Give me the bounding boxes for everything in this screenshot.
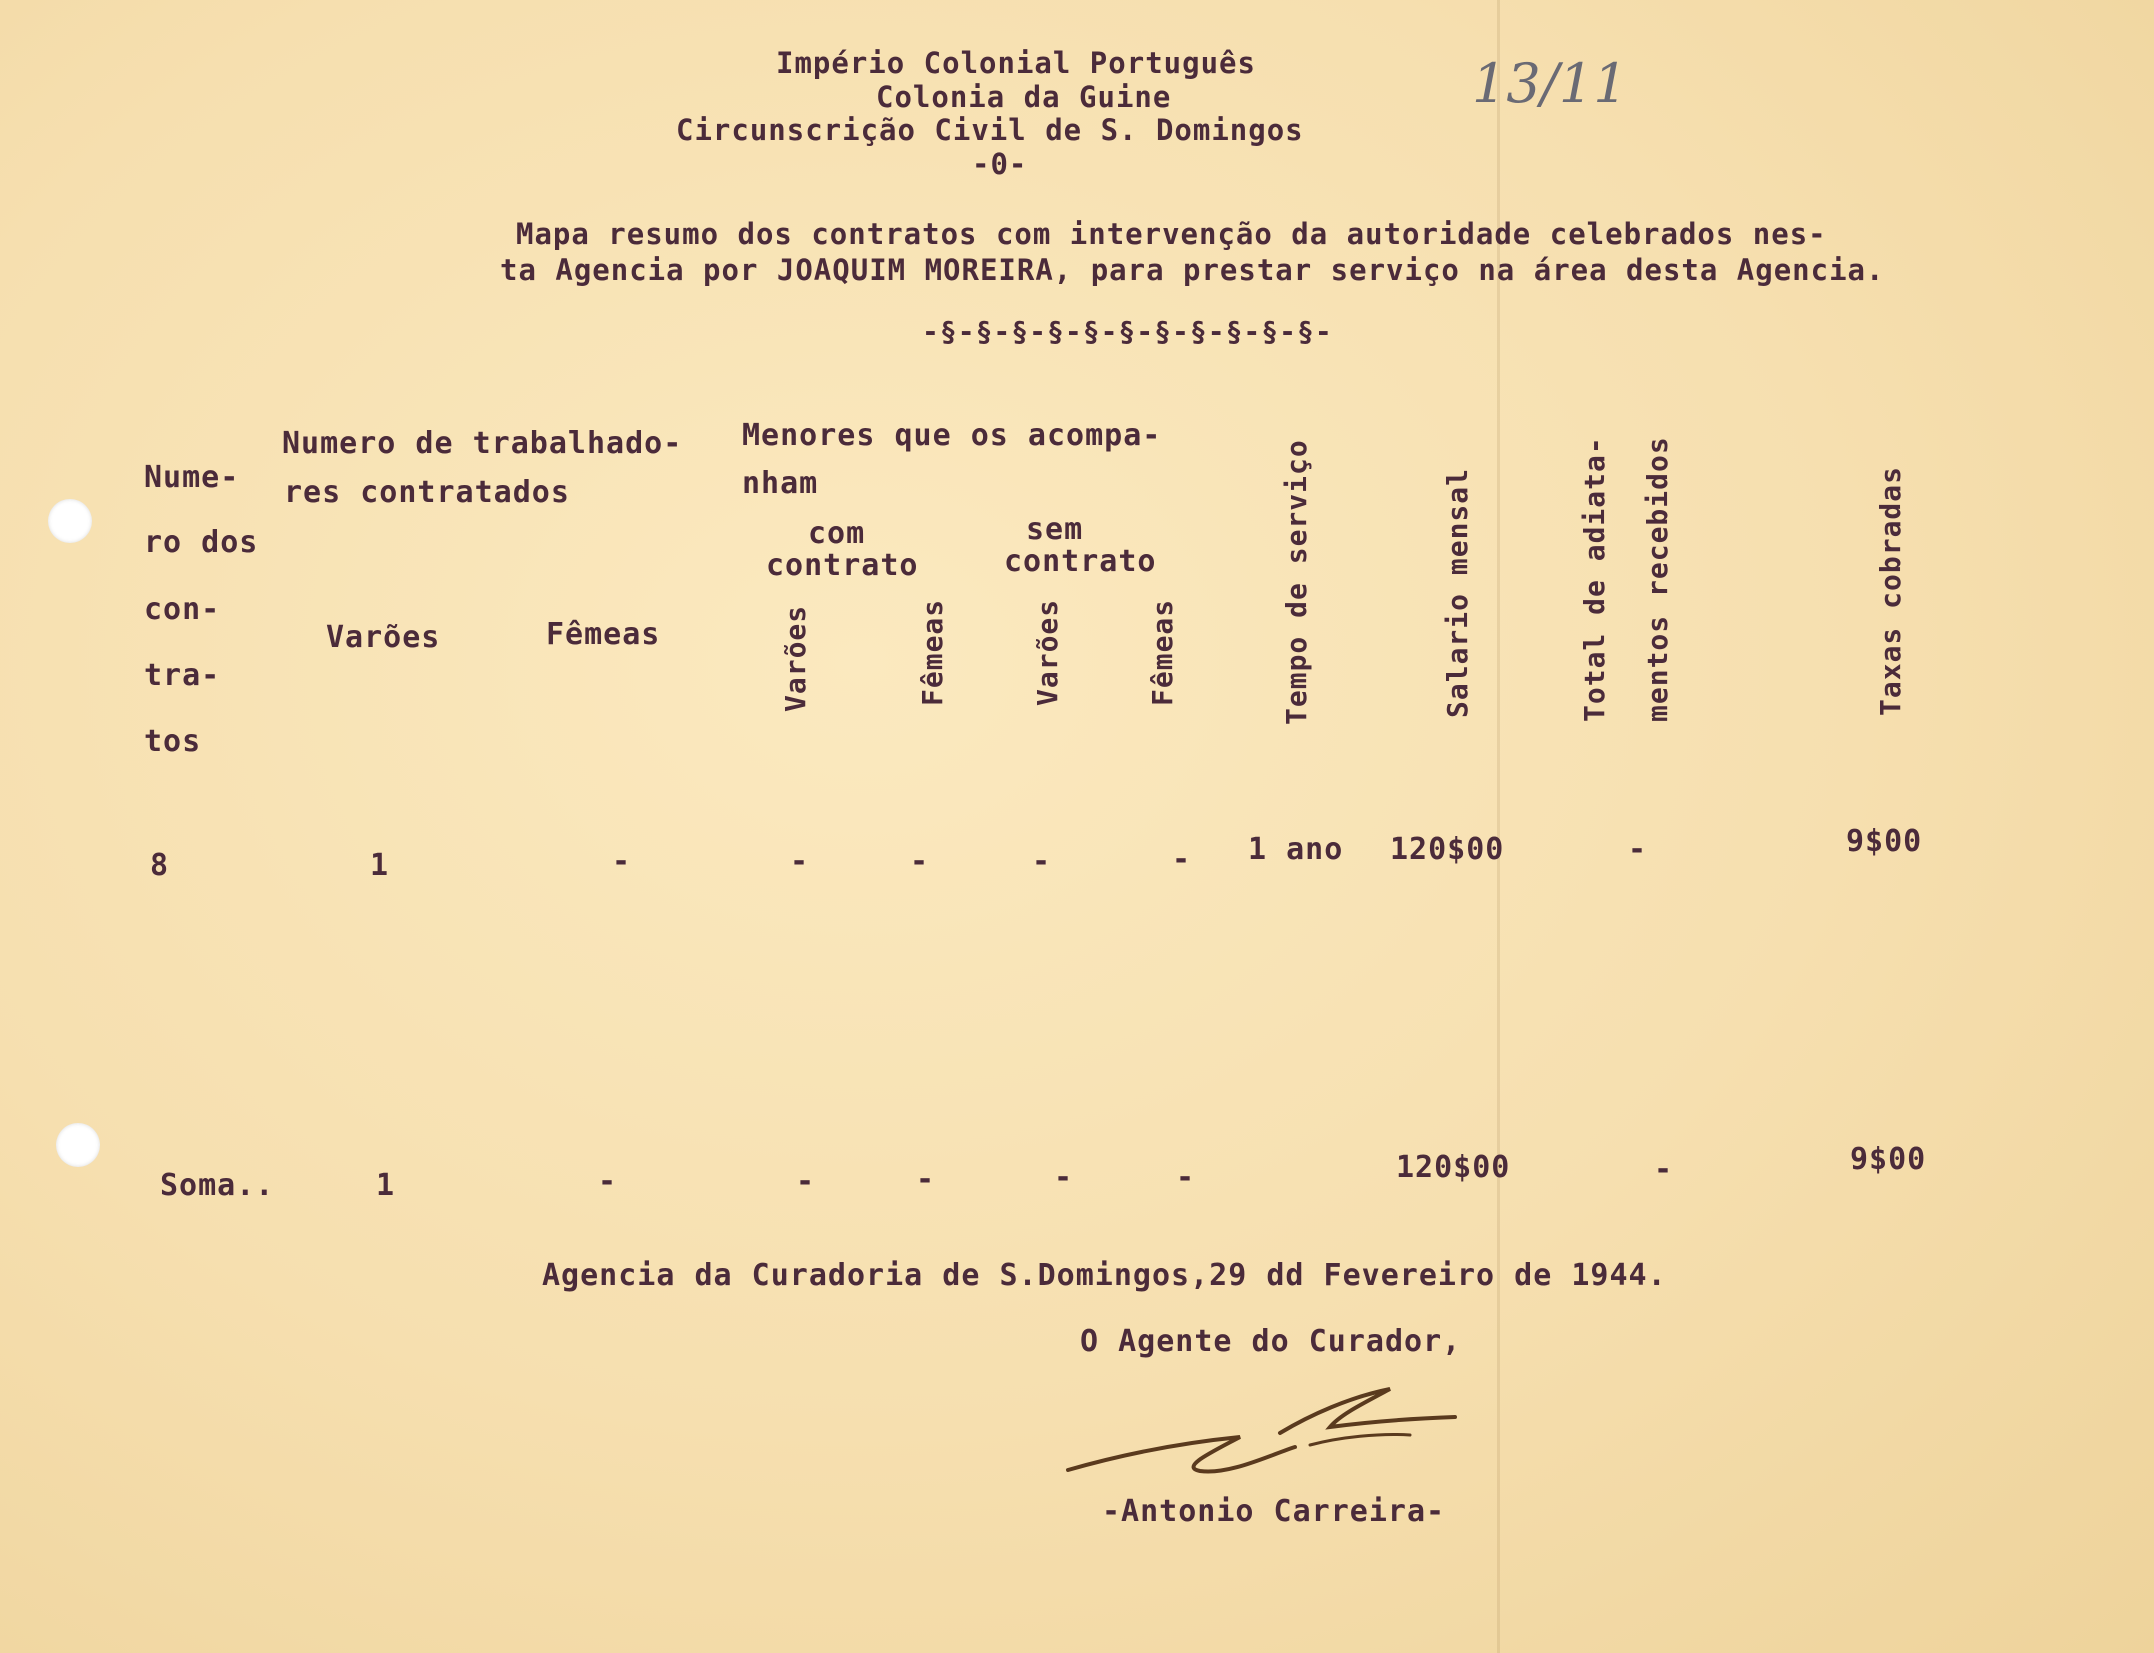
total-varoes: 1 [376, 1168, 396, 1203]
col-header-com-femeas: Fêmeas [916, 598, 949, 706]
cell-femeas: - [612, 844, 632, 879]
place-date: Agencia da Curadoria de S.Domingos,29 dd Fevereiro de 1944. [542, 1258, 1667, 1293]
header-circumscription: Circunscrição Civil de S. Domingos [676, 113, 1304, 147]
total-salario: 120$00 [1396, 1150, 1511, 1185]
header-empire: Império Colonial Português [776, 46, 1256, 80]
total-taxas: 9$00 [1850, 1142, 1927, 1177]
header-separator: -0- [972, 147, 1028, 181]
col-header-adiantamentos-1: Total de adiata- [1578, 436, 1611, 722]
cell-com-femeas: - [910, 844, 930, 879]
total-com-varoes: - [796, 1164, 816, 1199]
total-sem-varoes: - [1054, 1160, 1074, 1195]
section-divider: -§-§-§-§-§-§-§-§-§-§-§- [922, 315, 1333, 348]
total-label: Soma.. [160, 1168, 275, 1203]
cell-sem-femeas: - [1172, 842, 1192, 877]
col-header-sem-varoes: Varões [1031, 598, 1064, 706]
cell-taxas: 9$00 [1846, 824, 1923, 859]
total-adiantamentos: - [1654, 1152, 1674, 1187]
cell-salario: 120$00 [1390, 832, 1505, 867]
signatory-role: O Agente do Curador, [1080, 1324, 1462, 1359]
document-page: Império Colonial Português Colonia da Guine Circunscrição Civil de S. Domingos -0- 13/11 Mapa resumo dos contratos com intervenção da autoridade celebrados nes- ta Agencia por JOAQUIM MOREIRA, para prestar serviço na área desta Agencia. -§-§-§-§-§-§-§-§-§-§-§- Nume- ro dos con- tra- tos Numero de trabalhado- res contratados Varões Fêmeas Menores que os acompa- nham com contrato sem contrato Varões Fêmeas Varões Fêmeas Tempo de serviço Salario mensal Total de adiata- mentos recebidos Taxas cobradas 8 1 - - - - - 1 ano 120$00 - 9$00 Soma.. 1 - - - - - 120$00 - 9$00 Agencia da Curadoria de S.Domingos,29 dd Fevereiro de 1944. O Agente do Curador, -Antonio Carreira- [0, 0, 2154, 1653]
col-header-varoes: Varões [326, 620, 441, 655]
header-colony: Colonia da Guine [876, 80, 1172, 114]
signatory-name: -Antonio Carreira- [1102, 1494, 1446, 1529]
intro-line-1: Mapa resumo dos contratos com intervenção da autoridade celebrados nes- [516, 217, 1827, 251]
col-header-tempo: Tempo de serviço [1280, 439, 1313, 725]
col-header-salario: Salario mensal [1441, 467, 1474, 718]
cell-adiantamentos: - [1628, 832, 1648, 867]
punch-hole-bottom [56, 1123, 100, 1167]
col-header-taxas: Taxas cobradas [1874, 465, 1907, 716]
cell-varoes: 1 [370, 848, 390, 883]
intro-line-2: ta Agencia por JOAQUIM MOREIRA, para prestar serviço na área desta Agencia. [500, 253, 1885, 287]
col-header-femeas: Fêmeas [546, 617, 661, 652]
total-com-femeas: - [916, 1162, 936, 1197]
signature-image [1060, 1375, 1480, 1495]
total-sem-femeas: - [1176, 1160, 1196, 1195]
total-femeas: - [598, 1164, 618, 1199]
cell-com-varoes: - [790, 844, 810, 879]
cell-tempo: 1 ano [1248, 832, 1344, 867]
handwritten-annotation: 13/11 [1472, 52, 1628, 115]
punch-hole-top [48, 499, 92, 543]
col-header-com-varoes: Varões [779, 604, 812, 712]
col-header-sem-femeas: Fêmeas [1146, 598, 1179, 706]
cell-numero: 8 [150, 848, 170, 883]
cell-sem-varoes: - [1032, 844, 1052, 879]
col-header-adiantamentos-2: mentos recebidos [1641, 436, 1674, 722]
